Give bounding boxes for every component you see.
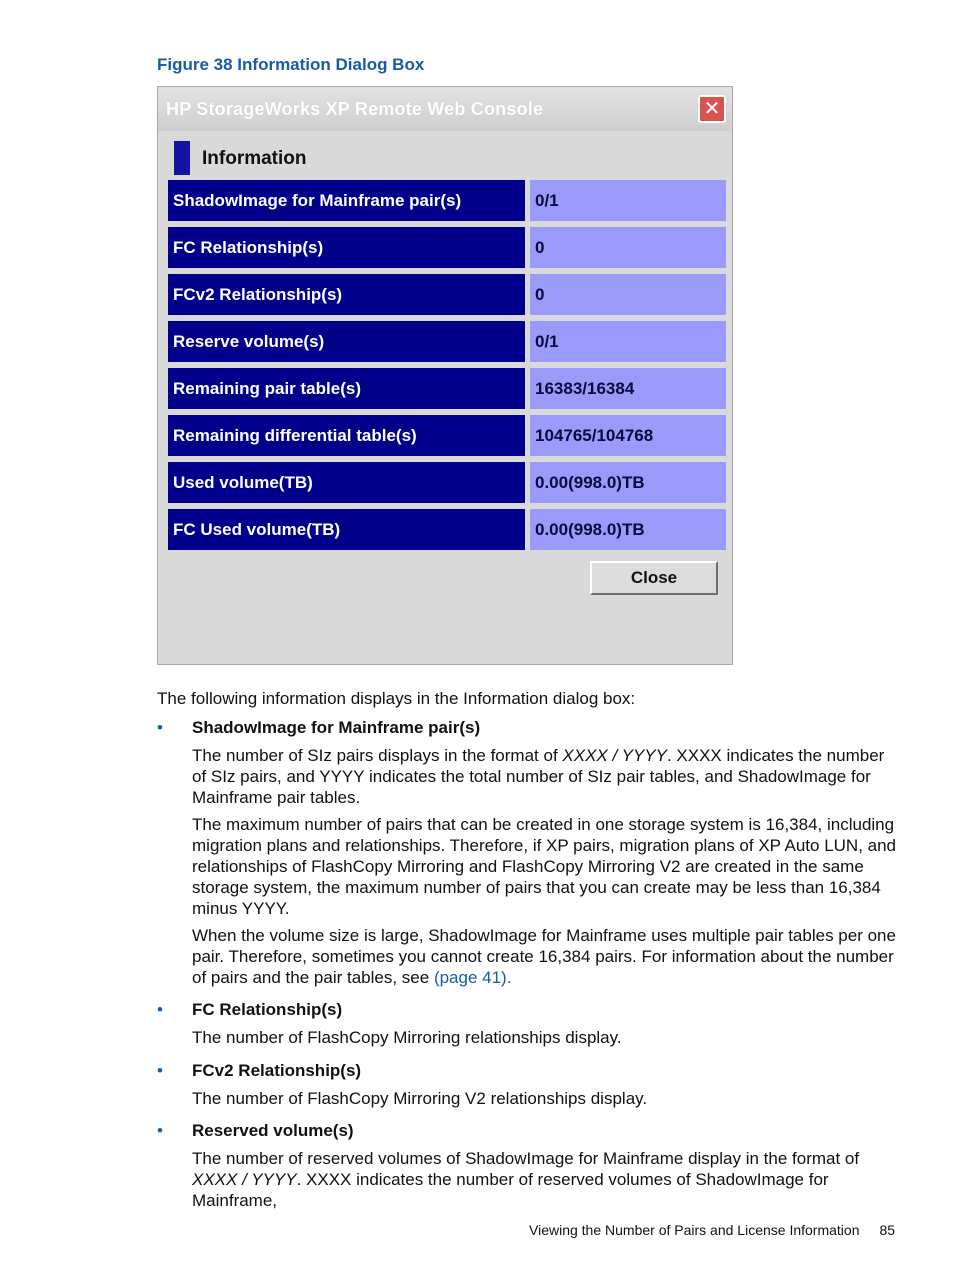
page-number: 85 (879, 1222, 896, 1238)
close-button[interactable]: Close (590, 561, 718, 595)
row-label: ShadowImage for Mainframe pair(s) (168, 180, 525, 221)
bullet-marker: • (157, 1061, 163, 1080)
bullet-paragraph: The maximum number of pairs that can be created in one storage system is 16,384, including migration plans and relationships. Therefore, if XP pairs, migration plans of XP Auto LUN, and relationships of FlashCopy Mirroring and FlashCopy Mirroring V2 are created in the same storage system, the maximum number of pairs that you can create may be less than 16,384 minus YYYY. (192, 815, 897, 918)
close-icon[interactable]: ✕ (698, 95, 726, 123)
table-row (168, 180, 728, 223)
bullet-paragraph: When the volume size is large, ShadowImage for Mainframe uses multiple pair tables per one pair. Therefore, sometimes you cannot create 16,384 pairs. For information about the number of pairs and the pair tables, see (page 41). (192, 926, 896, 987)
row-value: 16383/16384 (530, 368, 726, 409)
row-value: 0 (530, 227, 726, 268)
intro-text: The following information displays in the Information dialog box: (157, 689, 636, 708)
table-row (168, 274, 728, 317)
section-marker (174, 141, 190, 175)
row-label: Used volume(TB) (168, 462, 525, 503)
bullet-paragraph: The number of SIz pairs displays in the format of XXXX / YYYY. XXXX indicates the number of SIz pairs, and YYYY indicates the total number of SIz pair tables, and ShadowImage for Mainframe pair tables. (192, 746, 885, 807)
figure-caption: Figure 38 Information Dialog Box (157, 55, 425, 74)
row-label: FC Relationship(s) (168, 227, 525, 268)
bullet-marker: • (157, 1121, 163, 1140)
dialog-title: HP StorageWorks XP Remote Web Console (166, 99, 544, 119)
row-value: 0.00(998.0)TB (530, 509, 726, 550)
bullet-heading: ShadowImage for Mainframe pair(s) (192, 718, 481, 737)
row-value: 0.00(998.0)TB (530, 462, 726, 503)
bullet-paragraph: The number of reserved volumes of ShadowImage for Mainframe display in the format of XXXX / YYYY. XXXX indicates the number of reserved volumes of ShadowImage for Mainframe, (192, 1149, 860, 1210)
bullet-paragraph: The number of FlashCopy Mirroring relationships display. (192, 1028, 622, 1047)
bullet-marker: • (157, 718, 163, 737)
bullet-heading: FC Relationship(s) (192, 1000, 343, 1019)
bullet-marker: • (157, 1000, 163, 1019)
bullet-heading: FCv2 Relationship(s) (192, 1061, 362, 1080)
bullet-paragraph: The number of FlashCopy Mirroring V2 relationships display. (192, 1089, 648, 1108)
row-label: Remaining differential table(s) (168, 415, 525, 456)
page-footer (529, 1222, 895, 1238)
row-value: 0/1 (530, 180, 726, 221)
dialog-titlebar[interactable] (158, 87, 732, 131)
table-row (168, 321, 728, 364)
information-dialog (157, 86, 733, 665)
table-row (168, 462, 728, 505)
page-link[interactable]: (page 41) (433, 968, 507, 987)
row-label: Reserve volume(s) (168, 321, 525, 362)
table-row (168, 415, 728, 458)
row-value: 104765/104768 (530, 415, 726, 456)
row-value: 0 (530, 274, 726, 315)
table-row (168, 227, 728, 270)
table-row (168, 368, 728, 411)
footer-section: Viewing the Number of Pairs and License Information (529, 1222, 860, 1238)
bullet-heading: Reserved volume(s) (192, 1121, 354, 1140)
row-label: Remaining pair table(s) (168, 368, 525, 409)
row-value: 0/1 (530, 321, 726, 362)
table-row (168, 509, 728, 552)
row-label: FCv2 Relationship(s) (168, 274, 525, 315)
row-label: FC Used volume(TB) (168, 509, 525, 550)
section-title: Information (202, 148, 307, 169)
